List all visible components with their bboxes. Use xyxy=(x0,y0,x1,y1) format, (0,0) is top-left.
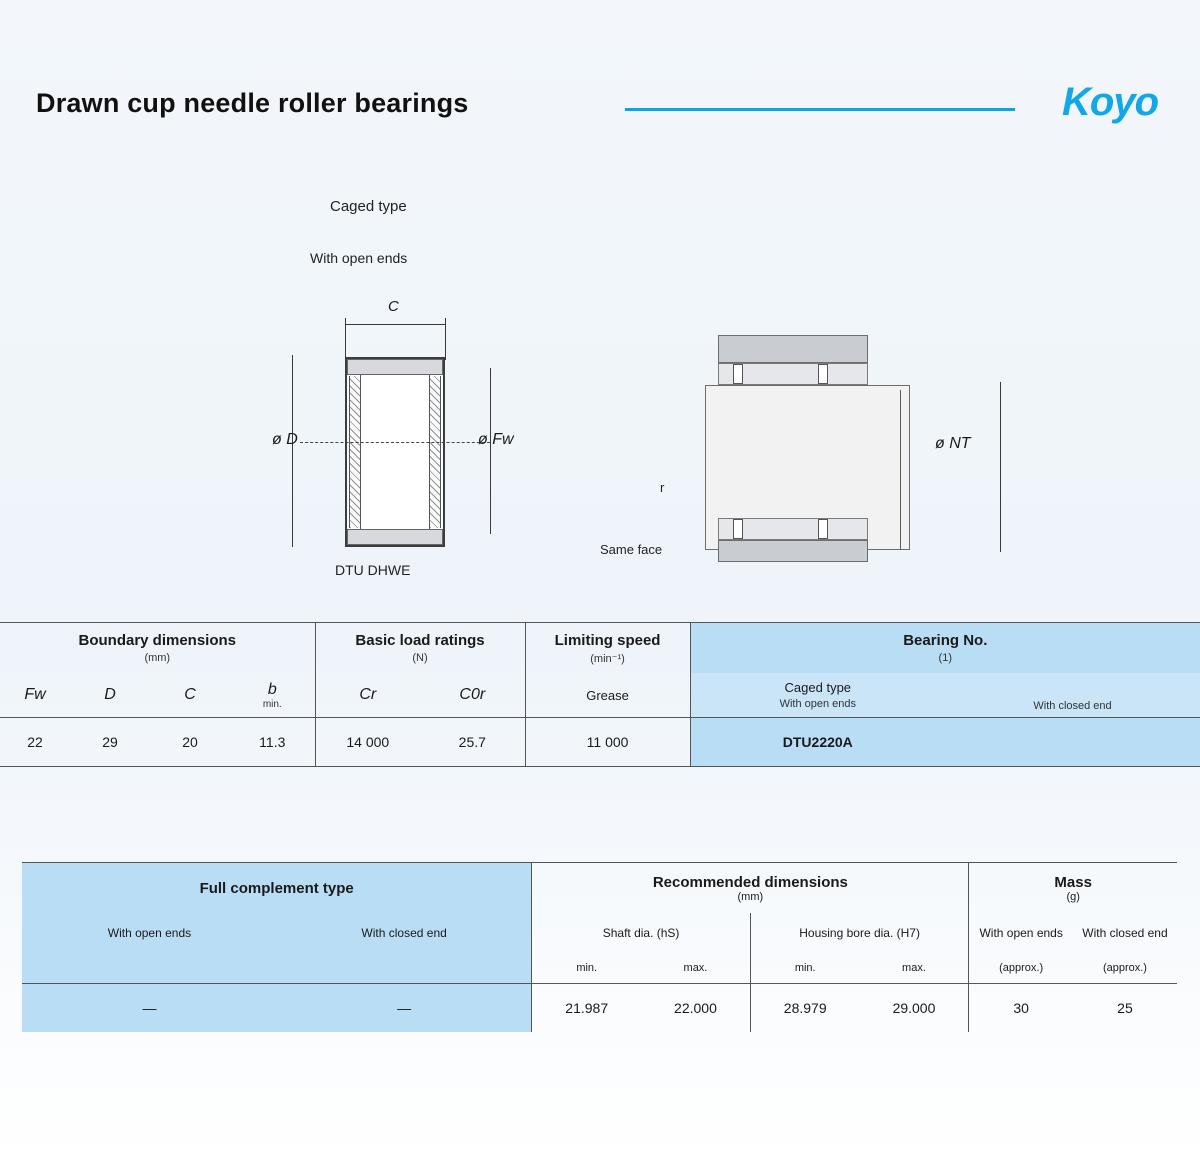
cell-c0r: 25.7 xyxy=(420,718,525,767)
col-subheader-mass-open: (approx.) xyxy=(969,953,1073,984)
group-header-units: (mm) xyxy=(144,652,171,664)
col-symbol-sub: min. xyxy=(262,698,282,710)
col-header-b xyxy=(230,673,315,718)
col-header-caged-closed xyxy=(945,673,1200,718)
group-header-recommended-dimensions xyxy=(532,863,969,914)
group-header-label: Mass xyxy=(1054,873,1092,891)
cell-mass-open: 30 xyxy=(969,984,1073,1033)
dimension-line-d xyxy=(292,355,293,547)
col-header-full-open: With open ends xyxy=(22,913,277,953)
dimension-label-c: C xyxy=(388,298,399,315)
diagram-label-same-face: Same face xyxy=(600,542,663,557)
table2-sub2-header-row xyxy=(22,953,1177,984)
col-header-c0r xyxy=(420,673,525,718)
diagram-caption-bottom: DTU DHWE xyxy=(335,562,411,578)
dimension-label-fw: ø Fw xyxy=(478,431,514,448)
bearing-roller-top xyxy=(347,359,443,375)
col-caged-type-label: Caged type xyxy=(784,680,852,695)
group-header-basic-load-ratings xyxy=(315,623,525,674)
col-spacer-open xyxy=(22,953,277,984)
cell-bearing-no-closed xyxy=(945,718,1200,767)
dimension-line-c xyxy=(345,324,445,325)
cell-limiting-speed: 11 000 xyxy=(525,718,690,767)
right-drawing-dimension-line xyxy=(1000,382,1001,552)
col-symbol: b xyxy=(267,680,277,698)
right-drawing-edge-line xyxy=(900,390,901,550)
group-header-label: Basic load ratings xyxy=(355,632,485,649)
group-header-units: (min⁻¹) xyxy=(590,652,625,665)
col-header-housing-bore-dia: Housing bore dia. (H7) xyxy=(750,913,969,953)
table-row xyxy=(0,718,1200,767)
right-drawing-top-plate xyxy=(718,335,868,363)
group-header-full-complement xyxy=(22,863,532,914)
group-header-boundary-dimensions xyxy=(0,623,315,674)
cell-c: 20 xyxy=(150,718,230,767)
col-header-caged-open xyxy=(690,673,945,718)
table-sub-header-row xyxy=(0,673,1200,718)
col-header-c xyxy=(150,673,230,718)
col-subheader-mass-closed: (approx.) xyxy=(1073,953,1177,984)
group-header-label: Boundary dimensions xyxy=(78,632,237,649)
table2-group-header-row xyxy=(22,863,1177,914)
diagram-label-r: r xyxy=(660,480,665,495)
dimension-ext-c-right xyxy=(445,318,446,360)
cell-b: 11.3 xyxy=(230,718,315,767)
right-drawing-roller xyxy=(818,519,828,539)
dimension-line-fw xyxy=(490,368,491,534)
bearing-centerline xyxy=(300,442,490,443)
col-header-shaft-dia: Shaft dia. (hS) xyxy=(532,913,751,953)
col-header-d xyxy=(70,673,150,718)
brand-logo: Koyo xyxy=(1062,80,1158,124)
group-header-label: Limiting speed xyxy=(554,631,661,649)
specifications-table xyxy=(0,622,1200,767)
col-label: With open ends xyxy=(979,926,1063,940)
right-drawing-roller xyxy=(733,364,743,384)
bearing-section-hatch-right xyxy=(429,376,441,528)
right-drawing-dimension-label: ø NT xyxy=(935,435,971,452)
col-header-housing-min: min. xyxy=(750,953,859,984)
group-header-bearing-no xyxy=(690,623,1200,674)
cell-mass-closed: 25 xyxy=(1073,984,1177,1033)
group-header-units: (N) xyxy=(412,652,428,664)
col-header-housing-max: max. xyxy=(860,953,969,984)
group-header-mass xyxy=(969,863,1177,914)
col-header-full-closed: With closed end xyxy=(277,913,532,953)
group-header-label: Full complement type xyxy=(199,879,354,897)
col-open-ends-label: With open ends xyxy=(779,698,856,710)
diagram-area xyxy=(0,150,1200,620)
table-group-header-row xyxy=(0,623,1200,674)
cell-full-closed: — xyxy=(277,984,532,1033)
group-header-units: (g) xyxy=(1066,890,1080,903)
col-header-fw xyxy=(0,673,70,718)
right-drawing-bottom-plate xyxy=(718,540,868,562)
col-header-grease xyxy=(525,673,690,718)
group-header-limiting-speed xyxy=(525,623,690,674)
cell-fw: 22 xyxy=(0,718,70,767)
col-header-shaft-max: max. xyxy=(641,953,750,984)
col-header-mass-open xyxy=(969,913,1073,953)
col-symbol: D xyxy=(104,686,116,703)
cell-housing-min: 28.979 xyxy=(750,984,859,1033)
spacer xyxy=(945,679,1200,697)
bearing-roller-bottom xyxy=(347,529,443,545)
cell-shaft-min: 21.987 xyxy=(532,984,641,1033)
diagram-caption-open-ends: With open ends xyxy=(310,250,408,266)
col-symbol: Cr xyxy=(359,686,377,703)
right-drawing-roller xyxy=(733,519,743,539)
dimensions-mass-table xyxy=(22,862,1177,1032)
col-header-mass-closed xyxy=(1073,913,1177,953)
cell-d: 29 xyxy=(70,718,150,767)
page-title: Drawn cup needle roller bearings xyxy=(36,88,469,118)
col-closed-end-label: With closed end xyxy=(1033,699,1112,712)
bearing-inner-bore xyxy=(360,367,430,537)
col-symbol: Fw xyxy=(24,686,46,703)
col-header-shaft-min: min. xyxy=(532,953,641,984)
col-header-cr xyxy=(315,673,420,718)
group-header-label: Bearing No. xyxy=(903,632,988,649)
right-drawing-roller xyxy=(818,364,828,384)
group-header-units: (1) xyxy=(938,652,952,664)
cell-cr: 14 000 xyxy=(315,718,420,767)
col-symbol: Grease xyxy=(586,687,629,703)
cell-full-open: — xyxy=(22,984,277,1033)
col-symbol: C0r xyxy=(459,686,486,703)
col-spacer-closed xyxy=(277,953,532,984)
dimension-label-d: ø D xyxy=(272,431,298,448)
col-symbol: C xyxy=(184,686,196,703)
group-header-label: Recommended dimensions xyxy=(652,873,848,891)
header-divider xyxy=(625,108,1015,111)
cell-shaft-max: 22.000 xyxy=(641,984,750,1033)
group-header-units: (mm) xyxy=(737,890,764,903)
table-row xyxy=(22,984,1177,1033)
page-header xyxy=(0,0,1200,160)
diagram-caption-type: Caged type xyxy=(330,198,407,215)
table2-sub-header-row xyxy=(22,913,1177,953)
dimension-ext-c-left xyxy=(345,318,346,360)
cell-bearing-no-open: DTU2220A xyxy=(690,718,945,767)
col-label: With closed end xyxy=(1082,926,1168,940)
cell-housing-max: 29.000 xyxy=(860,984,969,1033)
